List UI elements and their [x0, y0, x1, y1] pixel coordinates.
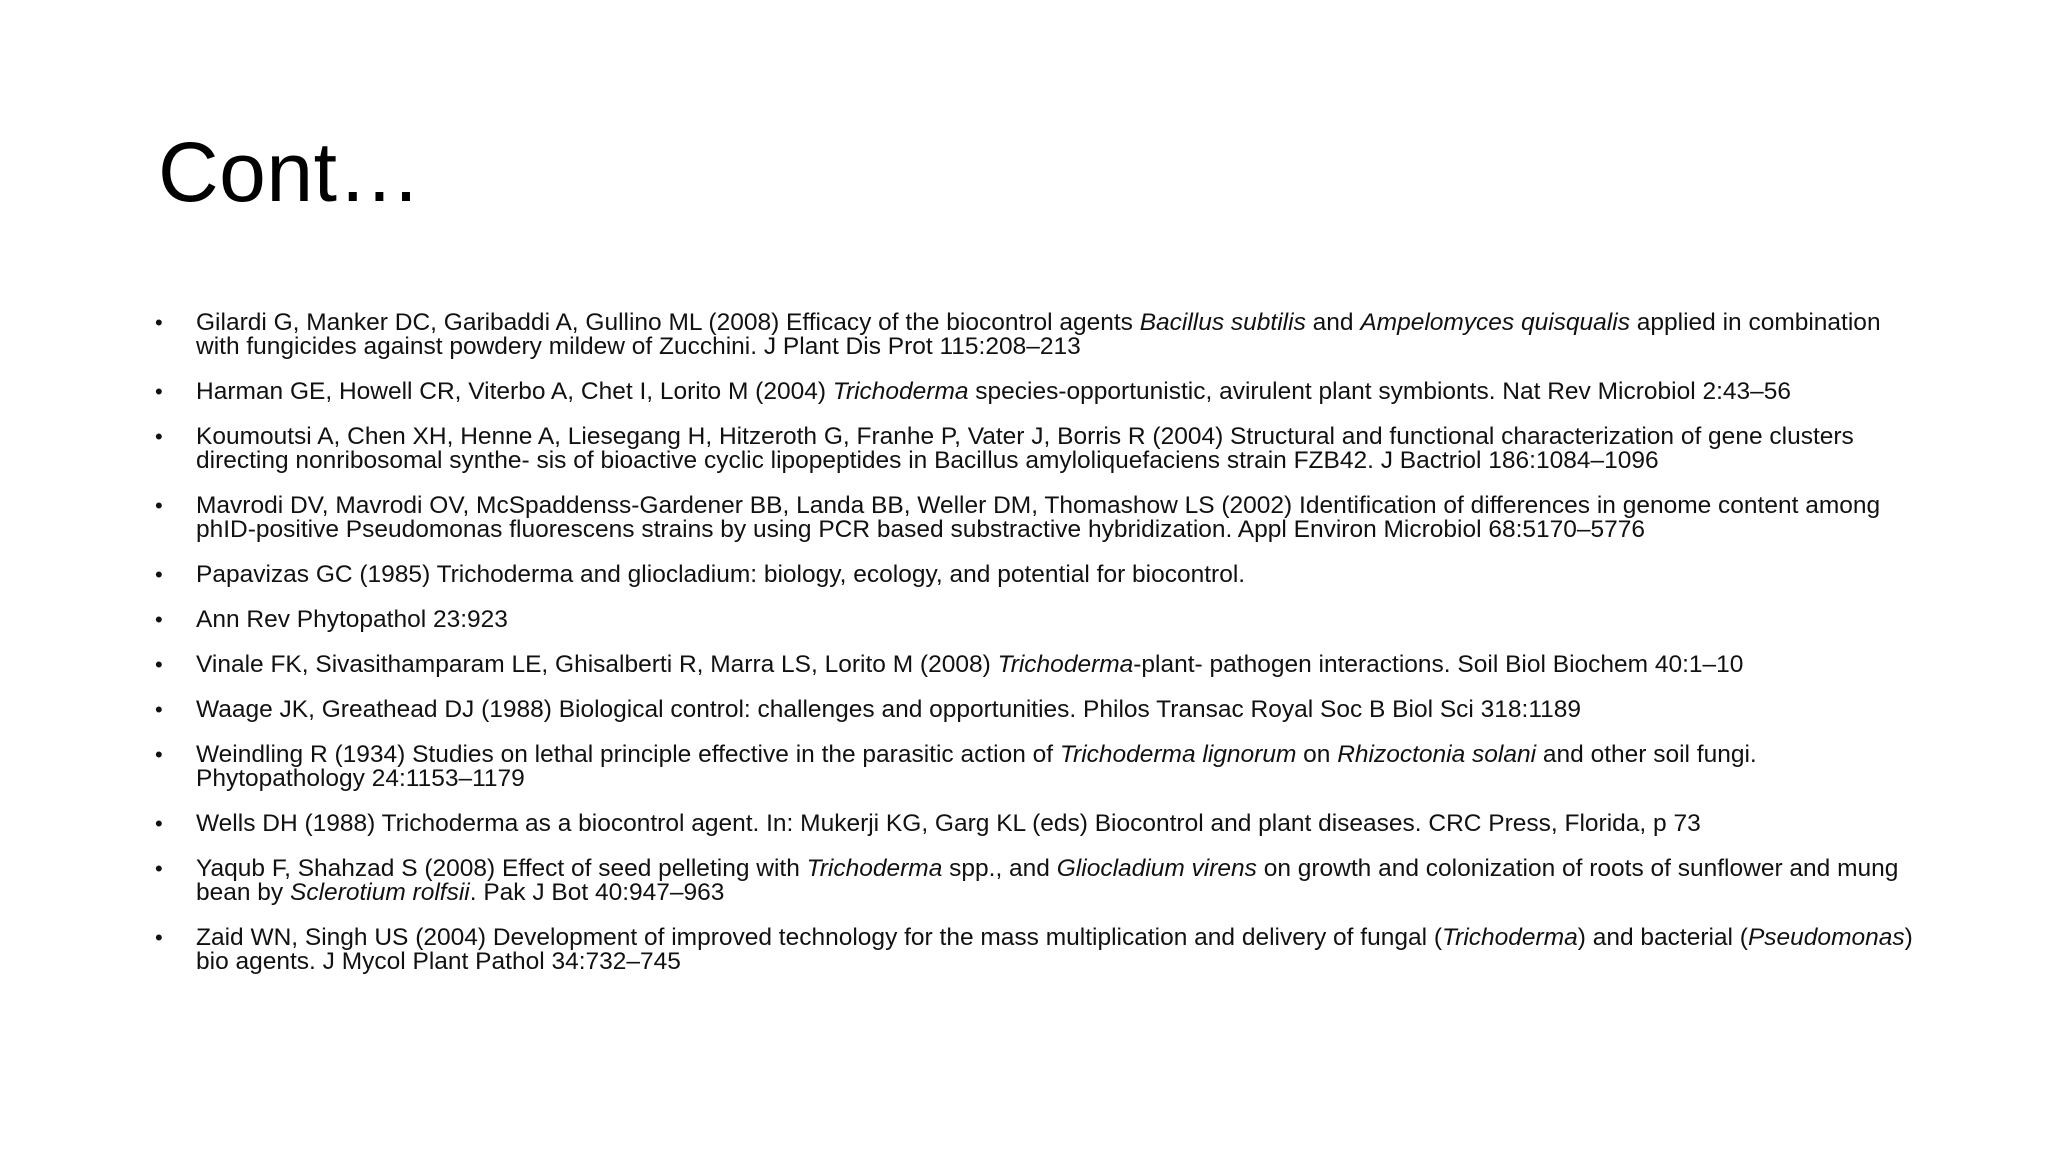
reference-item [150, 653, 1930, 677]
reference-text: applied in combination with fungicides against powdery mildew of Zucchini. J Plant Dis Prot 115:208–213 [196, 309, 1881, 360]
reference-text: Waage JK, Greathead DJ (1988) Biological control: challenges and opportunities. Philos Transac Royal Soc B Biol Sci 318:1189 [196, 696, 1582, 723]
reference-italic-text: Rhizoctonia solani [1337, 741, 1537, 768]
reference-text: . Pak J Bot 40:947–963 [469, 879, 725, 906]
reference-item [150, 425, 1930, 473]
reference-item [150, 926, 1930, 974]
reference-text: species-opportunistic, avirulent plant symbionts. Nat Rev Microbiol 2:43–56 [968, 378, 1792, 405]
reference-text: on [1296, 741, 1338, 768]
reference-italic-text: Pseudomonas [1747, 924, 1905, 951]
reference-item [150, 494, 1930, 542]
reference-text: Ann Rev Phytopathol 23:923 [196, 606, 508, 633]
reference-text: Wells DH (1988) Trichoderma as a biocontrol agent. In: Mukerji KG, Garg KL (eds) Biocontrol and plant diseases. CRC Press, Florida, p 73 [196, 810, 1701, 837]
reference-italic-text: Trichoderma [832, 378, 969, 405]
reference-text: Vinale FK, Sivasithamparam LE, Ghisalberti R, Marra LS, Lorito M (2008) [196, 651, 998, 678]
reference-text: and other soil fungi. Phytopathology 24:1153–1179 [196, 741, 1757, 792]
reference-italic-text: Ampelomyces quisqualis [1360, 309, 1630, 336]
reference-item [150, 563, 1930, 587]
reference-italic-text: Bacillus subtilis [1139, 309, 1306, 336]
reference-text: Koumoutsi A, Chen XH, Henne A, Liesegang H, Hitzeroth G, Franhe P, Vater J, Borris R (2004) Structural and functional characterization of gene clusters directing nonribosomal synthe- sis of bioactive cyclic lipopeptides in Bacillus amyloliquefaciens strain FZB42. J Bactriol 186:1084–1096 [196, 423, 1854, 474]
reference-text: Papavizas GC (1985) Trichoderma and gliocladium: biology, ecology, and potential for biocontrol. [196, 561, 1246, 588]
reference-item [150, 812, 1930, 836]
reference-item [150, 311, 1930, 359]
reference-italic-text: Trichoderma [806, 855, 943, 882]
reference-italic-text: Trichoderma [997, 651, 1134, 678]
reference-list [150, 311, 1930, 995]
reference-text: on growth and colonization of roots of sunflower and mung bean by [196, 855, 1899, 906]
reference-item [150, 743, 1930, 791]
reference-text: Yaqub F, Shahzad S (2008) Effect of seed pelleting with [196, 855, 807, 882]
reference-item [150, 608, 1930, 632]
reference-text: Harman GE, Howell CR, Viterbo A, Chet I, Lorito M (2004) [196, 378, 833, 405]
reference-text: Weindling R (1934) Studies on lethal principle effective in the parasitic action of [196, 741, 1060, 768]
reference-item [150, 698, 1930, 722]
reference-item [150, 380, 1930, 404]
reference-text: spp., and [942, 855, 1057, 882]
reference-text: Mavrodi DV, Mavrodi OV, McSpaddenss-Gardener BB, Landa BB, Weller DM, Thomashow LS (2002) Identification of differences in genome content among phID-positive Pseudomonas fluorescens strains by using PCR based substractive hybridization. Appl Environ Microbiol 68:5170–5776 [196, 492, 1881, 543]
reference-text: Zaid WN, Singh US (2004) Development of improved technology for the mass multiplication and delivery of fungal ( [196, 924, 1443, 951]
reference-italic-text: Sclerotium rolfsii [290, 879, 470, 906]
reference-text: -plant- pathogen interactions. Soil Biol Biochem 40:1–10 [1133, 651, 1744, 678]
reference-italic-text: Gliocladium virens [1056, 855, 1257, 882]
reference-text: ) bio agents. J Mycol Plant Pathol 34:732–745 [196, 924, 1913, 975]
slide-title: Cont… [158, 125, 422, 219]
reference-italic-text: Trichoderma [1442, 924, 1578, 951]
reference-text: ) and bacterial ( [1577, 924, 1748, 951]
reference-text: and [1305, 309, 1361, 336]
reference-text: Gilardi G, Manker DC, Garibaddi A, Gullino ML (2008) Efficacy of the biocontrol agents [196, 309, 1140, 336]
reference-item [150, 857, 1930, 905]
reference-italic-text: Trichoderma lignorum [1059, 741, 1297, 768]
